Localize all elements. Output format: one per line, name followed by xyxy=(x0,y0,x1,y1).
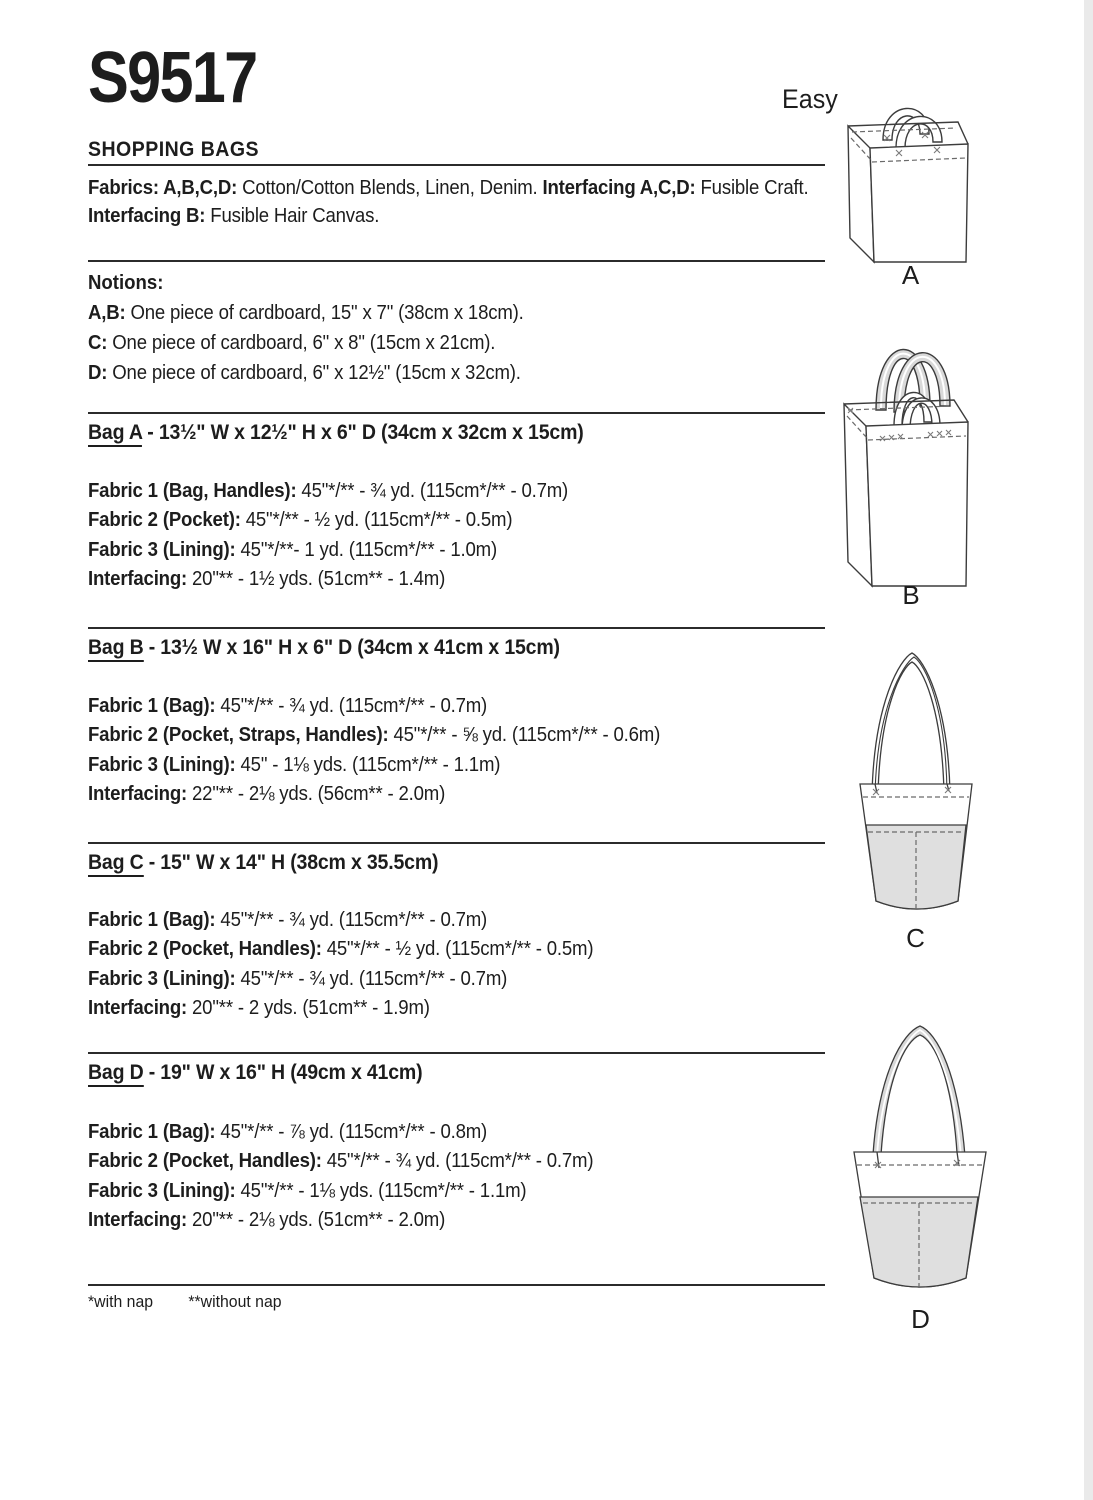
bag-d-illustration xyxy=(848,1022,993,1300)
bag-a-label: A xyxy=(901,260,920,290)
divider xyxy=(88,1052,825,1054)
bag-c-figure xyxy=(848,645,983,955)
nap-footnote xyxy=(88,1292,296,1312)
notions-heading: Notions: xyxy=(88,272,164,294)
divider xyxy=(88,1284,825,1286)
bag-c-header xyxy=(88,851,465,875)
page-title: S9517 xyxy=(88,38,257,118)
fabric-row: Fabric 3 (Lining): 45" - 1⅛ yds. (115cm*/** - 1.1m) xyxy=(88,753,501,776)
fabric-row: Fabric 1 (Bag): 45"*/** - ¾ yd. (115cm*/** - 0.7m) xyxy=(88,695,488,717)
notion-item: D: One piece of cardboard, 6" x 12½" (15cm x 32cm). xyxy=(88,362,521,384)
fabric-row: Fabric 2 (Pocket, Handles): 45"*/** - ¾ yd. (115cm*/** - 0.7m) xyxy=(88,1150,594,1173)
fabric-row: Fabric 3 (Lining): 45"*/** - ¾ yd. (115cm*/** - 0.7m) xyxy=(88,967,508,990)
with-nap-note: *with nap xyxy=(88,1292,154,1311)
bag-c-label: C xyxy=(906,923,925,953)
pattern-subtitle: SHOPPING BAGS xyxy=(88,138,260,161)
bag-c-name: Bag C xyxy=(88,851,144,877)
bag-c-dimensions: - 15" W x 14" H (38cm x 35.5cm) xyxy=(143,851,439,874)
notion-item: C: One piece of cardboard, 6" x 8" (15cm x 21cm). xyxy=(88,332,496,354)
fabrics-line-2: Interfacing B: Fusible Hair Canvas. xyxy=(88,205,380,227)
divider xyxy=(88,627,825,629)
bag-a-name: Bag A xyxy=(88,421,142,447)
fabric-row: Fabric 2 (Pocket): 45"*/** - ½ yd. (115cm*/** - 0.5m) xyxy=(88,509,513,532)
bag-d-header xyxy=(88,1061,448,1085)
fabric-row: Fabric 1 (Bag, Handles): 45"*/** - ¾ yd. (115cm*/** - 0.7m) xyxy=(88,480,569,502)
divider xyxy=(88,164,825,166)
divider xyxy=(88,412,825,414)
fabrics-description xyxy=(88,174,863,230)
fabric-row: Fabric 3 (Lining): 45"*/**- 1 yd. (115cm*/** - 1.0m) xyxy=(88,538,497,561)
bag-b-header xyxy=(88,636,595,660)
bag-d-dimensions: - 19" W x 16" H (49cm x 41cm) xyxy=(143,1061,423,1084)
notion-item: A,B: One piece of cardboard, 15" x 7" (38cm x 18cm). xyxy=(88,302,524,324)
fabric-row: Interfacing: 20"** - 2⅛ yds. (51cm** - 2.0m) xyxy=(88,1209,446,1232)
fabric-row: Fabric 3 (Lining): 45"*/** - 1⅛ yds. (115cm*/** - 1.1m) xyxy=(88,1179,527,1202)
bag-d-requirements xyxy=(88,1118,631,1236)
fabric-row: Interfacing: 22"** - 2⅛ yds. (56cm** - 2.0m) xyxy=(88,783,446,806)
bag-b-figure xyxy=(836,328,986,628)
bag-d-name: Bag D xyxy=(88,1061,144,1087)
bag-b-dimensions: - 13½ W x 16" H x 6" D (34cm x 41cm x 15cm) xyxy=(143,636,560,659)
divider xyxy=(88,842,825,844)
bag-d-label: D xyxy=(911,1304,930,1334)
scan-edge xyxy=(1084,0,1093,1500)
bag-b-illustration xyxy=(836,328,986,593)
fabric-row: Fabric 1 (Bag): 45"*/** - ⅞ yd. (115cm*/** - 0.8m) xyxy=(88,1121,488,1143)
difficulty-badge: Easy xyxy=(782,84,838,114)
fabric-row: Interfacing: 20"** - 1½ yds. (51cm** - 1.4m) xyxy=(88,568,446,591)
bag-b-label: B xyxy=(902,580,920,610)
without-nap-note: **without nap xyxy=(188,1292,282,1311)
bag-a-figure xyxy=(838,76,983,296)
bag-c-requirements xyxy=(88,906,631,1024)
bag-b-requirements xyxy=(88,692,703,810)
bag-a-dimensions: - 13½" W x 12½" H x 6" D (34cm x 32cm x 15cm) xyxy=(142,421,584,444)
fabric-row: Interfacing: 20"** - 2 yds. (51cm** - 1.9m) xyxy=(88,997,430,1020)
bag-c-illustration xyxy=(848,645,983,921)
bag-a-requirements xyxy=(88,477,604,595)
bag-a-header xyxy=(88,421,621,445)
bag-a-illustration xyxy=(838,76,983,266)
fabric-row: Fabric 1 (Bag): 45"*/** - ¾ yd. (115cm*/** - 0.7m) xyxy=(88,909,488,931)
bag-d-figure xyxy=(848,1022,993,1337)
divider xyxy=(88,260,825,262)
notions-section xyxy=(88,268,556,388)
bag-b-name: Bag B xyxy=(88,636,144,662)
fabric-row: Fabric 2 (Pocket, Straps, Handles): 45"*/** - ⅝ yd. (115cm*/** - 0.6m) xyxy=(88,724,661,747)
fabric-row: Fabric 2 (Pocket, Handles): 45"*/** - ½ yd. (115cm*/** - 0.5m) xyxy=(88,938,594,961)
fabrics-line-1: Fabrics: A,B,C,D: Cotton/Cotton Blends, Linen, Denim. Interfacing A,C,D: Fusible Craft. xyxy=(88,177,809,199)
